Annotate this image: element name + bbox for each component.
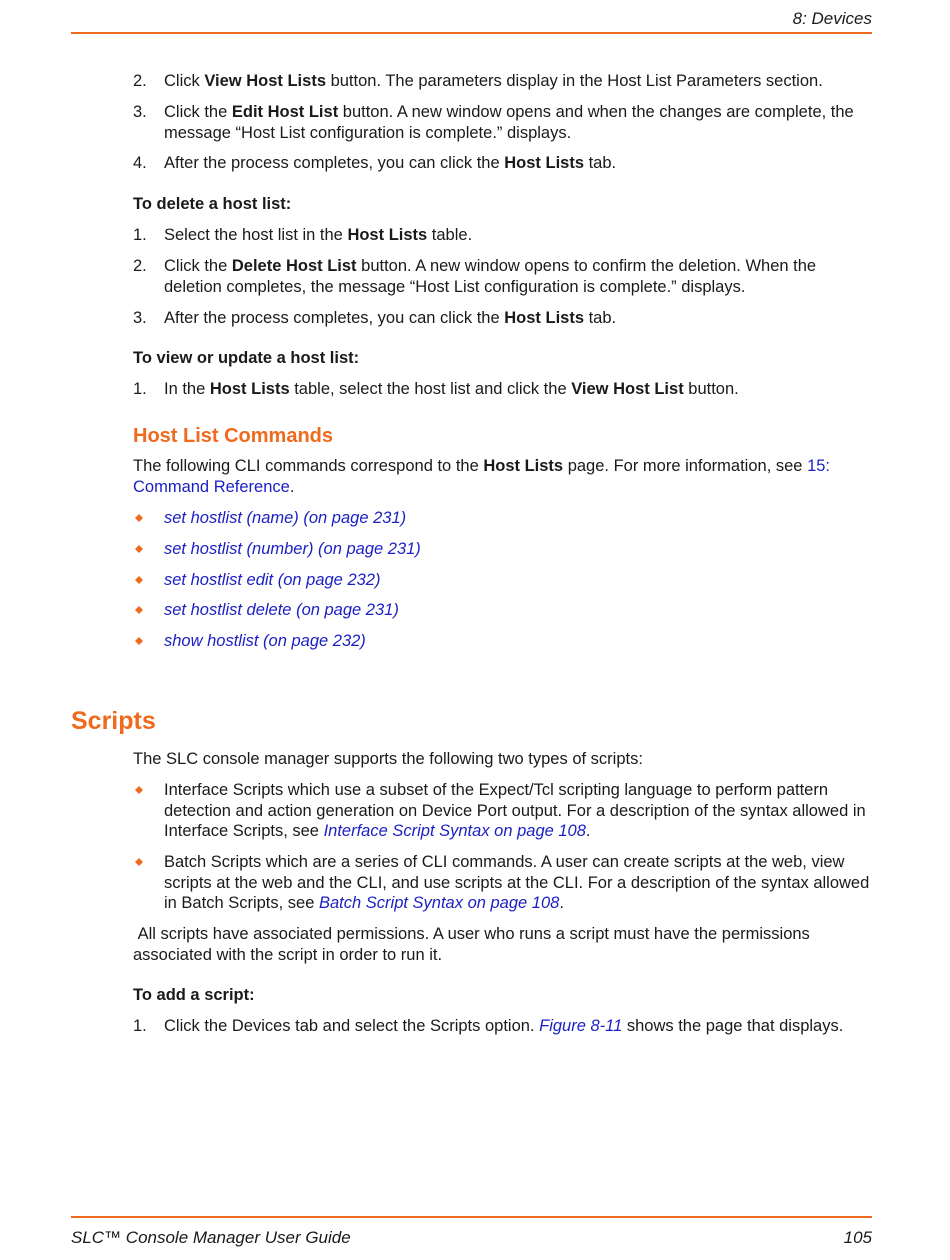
interface-script-syntax-link[interactable]: Interface Script Syntax on page 108: [323, 822, 586, 840]
bullet-item: [133, 539, 873, 560]
orange-diamond-icon: [135, 858, 143, 866]
command-reference-link[interactable]: 15: Command Reference: [133, 457, 830, 496]
procedure-heading: To view or update a host list:: [133, 349, 360, 367]
ui-term: Edit Host List: [231, 103, 339, 121]
list-item: 2. Click the Delete Host List button. A new window opens to confirm the deletion. When the deletion completes, the message “Host List configuration is complete.” displays.: [133, 257, 817, 296]
paragraph: The SLC console manager supports the following two types of scripts:: [133, 750, 643, 768]
cli-command-link[interactable]: show hostlist (on page 232): [164, 632, 366, 650]
list-item: 3. After the process completes, you can click the Host Lists tab.: [133, 309, 617, 327]
footer-rule: [71, 1216, 872, 1218]
orange-diamond-icon: [135, 514, 143, 522]
bullet-item: [133, 631, 873, 652]
batch-script-syntax-link[interactable]: Batch Script Syntax on page 108: [319, 894, 560, 912]
section-heading: Host List Commands: [133, 425, 334, 447]
list-item: 1. In the Host Lists table, select the host list and click the View Host List button.: [133, 380, 739, 398]
ui-term: View Host Lists: [204, 72, 326, 90]
page-number: 105: [843, 1228, 872, 1247]
list-item: 3. Click the Edit Host List button. A new window opens and when the changes are complete, the message “Host List configuration is complete.” displays.: [133, 103, 854, 142]
ui-term: Host Lists: [504, 154, 585, 172]
list-item: 1. Select the host list in the Host Lists table.: [133, 226, 473, 244]
running-header: 8: Devices: [792, 9, 872, 28]
cli-command-link[interactable]: set hostlist delete (on page 231): [164, 601, 399, 619]
orange-diamond-icon: [135, 545, 143, 553]
chapter-section-heading: Scripts: [71, 707, 156, 735]
paragraph: All scripts have associated permissions. A user who runs a script must have the permissions associated with the script in order to run it.: [133, 925, 815, 964]
list-item: 4. After the process completes, you can click the Host Lists tab.: [133, 154, 617, 172]
paragraph: The following CLI commands correspond to the Host Lists page. For more information, see 15: Command Reference.: [133, 457, 830, 496]
orange-diamond-icon: [135, 637, 143, 645]
list-item: 2. Click View Host Lists button. The parameters display in the Host List Parameters section.: [133, 72, 823, 90]
cli-command-link[interactable]: set hostlist edit (on page 232): [164, 571, 381, 589]
bullet-item: Interface Scripts which use a subset of the Expect/Tcl scripting language to perform pattern detection and action generation on Device Port output. For a description of the syntax allowed in Interface Scripts, see Interface Script Syntax on page 108.: [133, 780, 873, 842]
figure-8-11-link[interactable]: Figure 8-11: [539, 1017, 623, 1035]
cli-command-link[interactable]: set hostlist (name) (on page 231): [164, 509, 407, 527]
orange-diamond-icon: [135, 606, 143, 614]
orange-diamond-icon: [135, 786, 143, 794]
orange-diamond-icon: [135, 576, 143, 584]
bullet-item: Batch Scripts which are a series of CLI commands. A user can create scripts at the web, view scripts at the web and the CLI, and use scripts at the CLI. For a description of the syntax allowed in Batch Scripts, see Batch Script Syntax on page 108.: [133, 852, 873, 914]
cli-command-link[interactable]: set hostlist (number) (on page 231): [164, 540, 421, 558]
bullet-item: [133, 600, 873, 621]
procedure-heading: To add a script:: [133, 986, 255, 1004]
bullet-item: [133, 570, 873, 591]
header-rule: [71, 32, 872, 34]
procedure-heading: To delete a host list:: [133, 195, 292, 213]
bullet-item: [133, 508, 873, 529]
footer-title: SLC™ Console Manager User Guide: [71, 1228, 351, 1247]
list-item: 1. Click the Devices tab and select the Scripts option. Figure 8-11 shows the page that displays.: [133, 1017, 844, 1035]
